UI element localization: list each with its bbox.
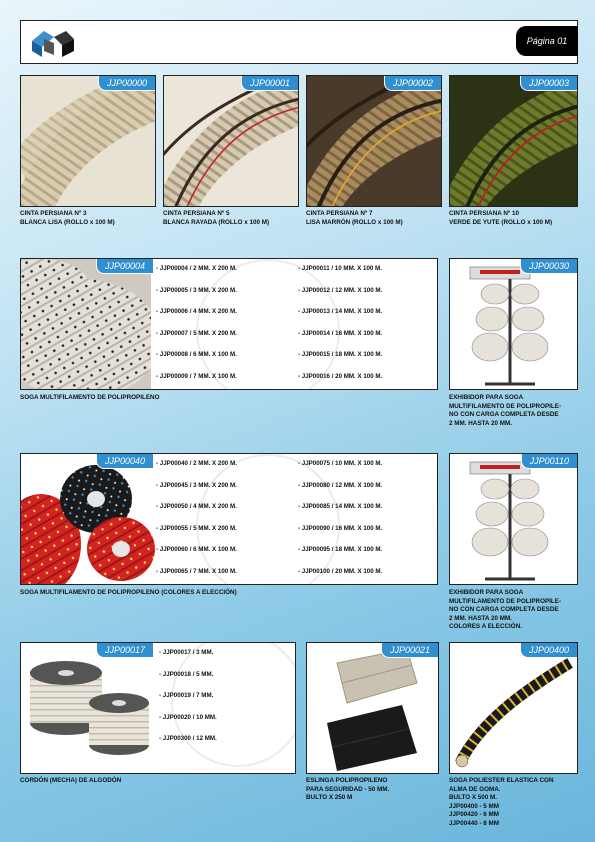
product-caption: EXHIBIDOR PARA SOGA MULTIFILAMENTO DE POLIPROPILE- NO CON CARGA COMPLETA DESDE 2 MM. HASTA 20 MM. COLORES A ELECCIÓN. <box>449 589 562 631</box>
product-caption: CINTA PERSIANA Nº 7 LISA MARRÓN (ROLLO x 100 M) <box>306 210 403 226</box>
product-caption: ESLINGA POLIPROPILENO PARA SEGURIDAD - 50 MM. BULTO X 250 M <box>306 777 390 802</box>
size-list: - JJP00017 / 3 MM. - JJP00018 / 5 MM. - JJP00019 / 7 MM. - JJP00020 / 10 MM. - JJP00300 / 12 MM. <box>159 649 217 743</box>
cinta-blanca-rayada-photo <box>164 76 298 206</box>
product-caption: CINTA PERSIANA Nº 3 BLANCA LISA (ROLLO x 100 M) <box>20 210 115 226</box>
product-caption: SOGA MULTIFILAMENTO DE POLIPROPILENO (COLORES A ELECCIÓN) <box>20 589 237 596</box>
cinta-verde-yute-photo <box>450 76 577 206</box>
product-code-tab: JJP00003 <box>520 76 577 91</box>
product-caption: SOGA POLIESTER ELASTICA CON ALMA DE GOMA. BULTO X 500 M. JJP00400 - 5 MM JJP00420 - 6 MM JJP00440 - 8 MM <box>449 777 554 827</box>
product-code-tab: JJP00001 <box>241 76 298 91</box>
product-code-tab: JJP00021 <box>381 643 438 658</box>
exhibidor-colores-photo <box>450 454 577 584</box>
product-caption: EXHIBIDOR PARA SOGA MULTIFILAMENTO DE POLIPROPILE- NO CON CARGA COMPLETA DESDE 2 MM. HASTA 20 MM. <box>449 394 562 427</box>
product-code-tab: JJP00000 <box>98 76 155 91</box>
product-caption: CINTA PERSIANA Nº 5 BLANCA RAYADA (ROLLO x 100 M) <box>163 210 270 226</box>
product-frame-jjp00400 <box>449 642 578 774</box>
cordon-algodon-photo <box>21 643 156 773</box>
product-code-tab: JJP00004 <box>96 259 153 274</box>
product-frame-jjp00004 <box>20 258 438 390</box>
product-frame-jjp00002 <box>306 75 442 207</box>
product-code-tab: JJP00040 <box>96 454 153 469</box>
cinta-lisa-marron-photo <box>307 76 441 206</box>
product-code-tab: JJP00002 <box>384 76 441 91</box>
company-logo <box>30 27 76 59</box>
product-frame-jjp00003 <box>449 75 578 207</box>
size-list-left: - JJP00004 / 2 MM. X 200 M. - JJP00005 / 3 MM. X 200 M. - JJP00006 / 4 MM. X 200 M. - JJP00007 / 5 MM. X 200 M. - JJP00008 / 6 MM. X 100 M. - JJP00009 / 7 MM. X 100 M. <box>156 265 237 380</box>
size-list-right: - JJP00075 / 10 MM. X 100 M. - JJP00080 / 12 MM. X 100 M. - JJP00085 / 14 MM. X 100 M. - JJP00090 / 16 MM. X 100 M. - JJP00095 / 18 MM. X 100 M. - JJP00100 / 20 MM. X 100 M. <box>298 460 383 575</box>
product-caption: CINTA PERSIANA Nº 10 VERDE DE YUTE (ROLLO x 100 M) <box>449 210 553 226</box>
product-code-tab: JJP00030 <box>520 259 577 274</box>
soga-elastica-photo <box>450 643 577 773</box>
product-frame-jjp00021 <box>306 642 439 774</box>
cinta-blanca-lisa-photo <box>21 76 155 206</box>
product-code-tab: JJP00017 <box>96 643 153 658</box>
product-frame-jjp00001 <box>163 75 299 207</box>
eslinga-photo <box>307 643 438 773</box>
product-caption: CORDÓN (MECHA) DE ALGODÓN <box>20 777 122 784</box>
product-code-tab: JJP00110 <box>521 454 577 469</box>
product-caption: SOGA MULTIFILAMENTO DE POLIPROPILENO <box>20 394 160 401</box>
product-frame-jjp00030 <box>449 258 578 390</box>
header-bar <box>20 20 578 64</box>
product-frame-jjp00000 <box>20 75 156 207</box>
product-frame-jjp00017 <box>20 642 296 774</box>
size-list-right: - JJP00011 / 10 MM. X 100 M. - JJP00012 / 12 MM. X 100 M. - JJP00013 / 14 MM. X 100 M. - JJP00014 / 16 MM. X 100 M. - JJP00015 / 18 MM. X 100 M. - JJP00016 / 20 MM. X 100 M. <box>298 265 383 380</box>
size-list-left: - JJP00040 / 2 MM. X 200 M. - JJP00045 / 3 MM. X 200 M. - JJP00050 / 4 MM. X 200 M. - JJP00055 / 5 MM. X 200 M. - JJP00060 / 6 MM. X 100 M. - JJP00065 / 7 MM. X 100 M. <box>156 460 237 575</box>
page-number-tab: Página 01 <box>516 26 578 56</box>
soga-colores-photo <box>21 454 156 584</box>
product-code-tab: JJP00400 <box>520 643 577 658</box>
exhibidor-photo <box>450 259 577 389</box>
soga-blanca-photo <box>21 259 151 389</box>
product-frame-jjp00040 <box>20 453 438 585</box>
product-frame-jjp00110 <box>449 453 578 585</box>
